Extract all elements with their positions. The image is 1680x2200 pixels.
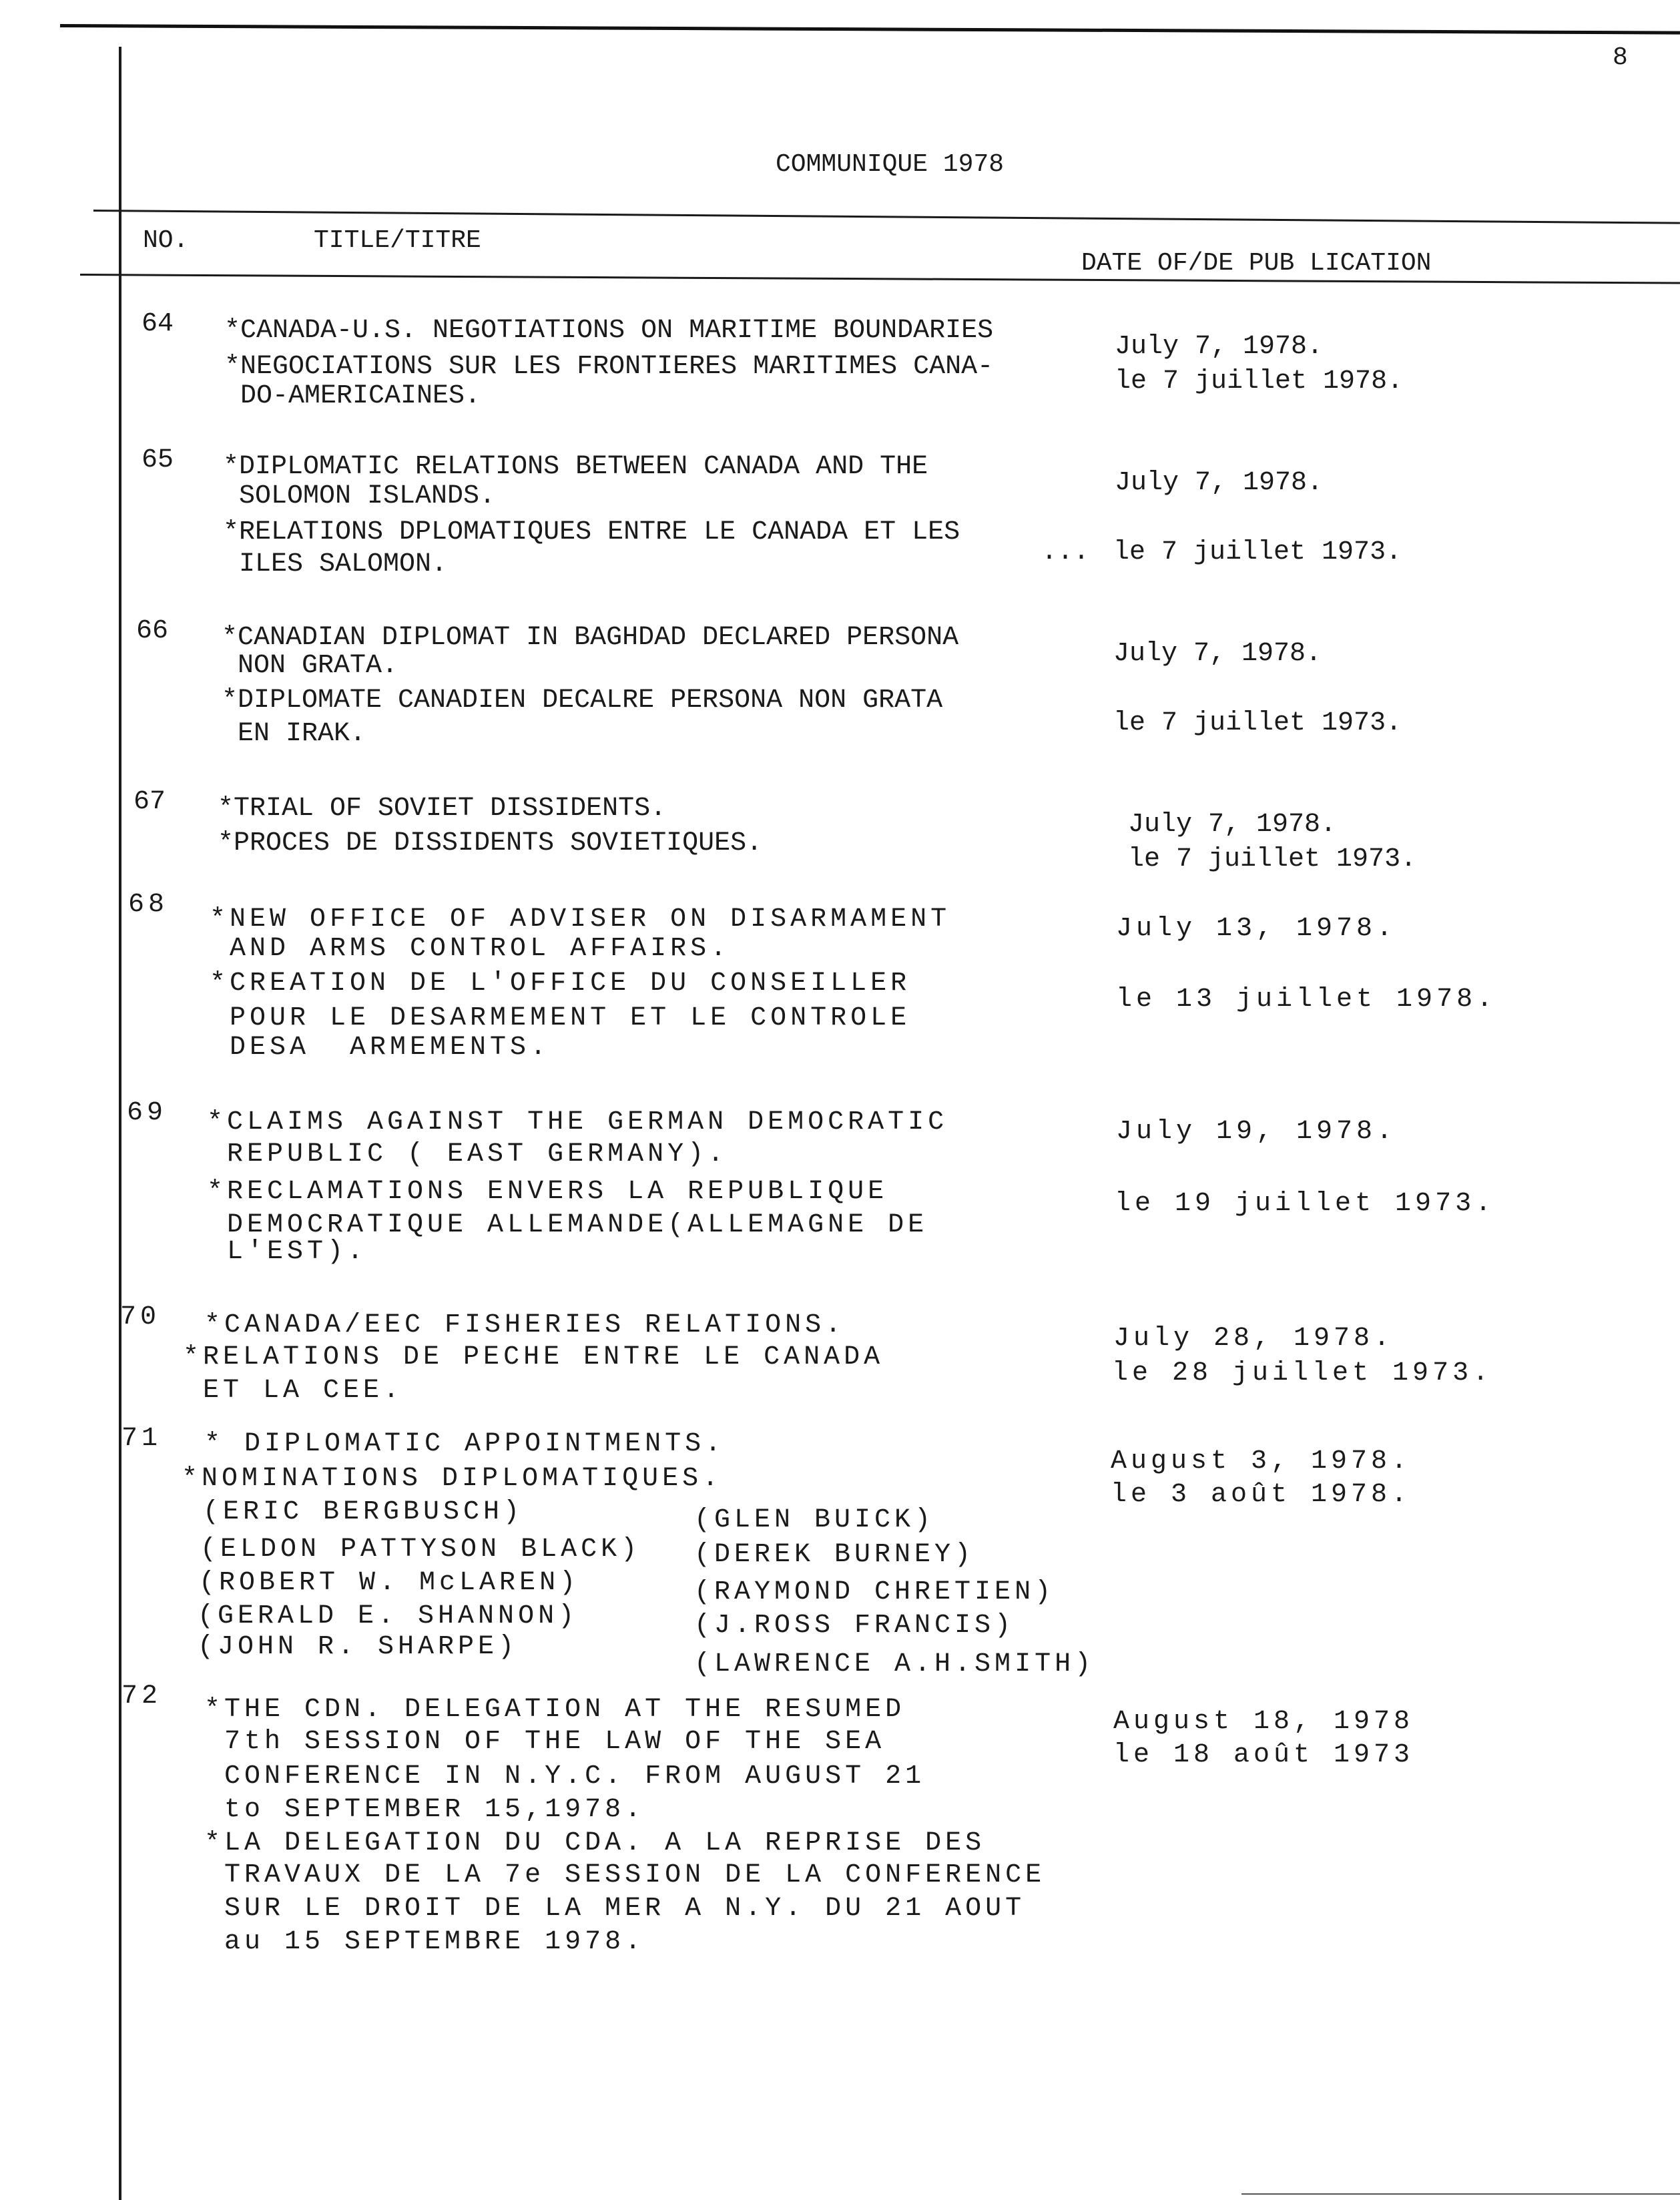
entry-title-line: 7th SESSION OF THE LAW OF THE SEA (204, 1727, 886, 1757)
entry-date-en: July 7, 1978. (1128, 810, 1337, 840)
entry-title-line: REPUBLIC ( EAST GERMANY). (207, 1139, 728, 1169)
entry-title-line: *PROCES DE DISSIDENTS SOVIETIQUES. (218, 828, 763, 858)
entry-title-line: DEMOCRATIQUE ALLEMANDE(ALLEMAGNE DE (207, 1210, 928, 1240)
entry-date-en: July 7, 1978. (1115, 468, 1324, 498)
entry-title-line: NON GRATA. (222, 651, 398, 681)
entry-title-line: *CANADA-U.S. NEGOTIATIONS ON MARITIME BOUNDARIES (224, 316, 994, 346)
page-number: 8 (1613, 43, 1628, 72)
bottom-right-rule (1241, 2193, 1680, 2195)
appointee-name: (RAYMOND CHRETIEN) (694, 1577, 1055, 1607)
appointee-name: (J.ROSS FRANCIS) (694, 1611, 1015, 1641)
entry-date-en: July 7, 1978. (1115, 332, 1324, 362)
left-margin-line (119, 47, 121, 2200)
entry-title-line: *RELATIONS DE PECHE ENTRE LE CANADA (183, 1342, 884, 1372)
entry-date-fr: le 19 juillet 1973. (1115, 1189, 1496, 1219)
entry-title-line: TRAVAUX DE LA 7e SESSION DE LA CONFERENCE (204, 1860, 1046, 1890)
entry-title-line: * DIPLOMATIC APPOINTMENTS. (204, 1429, 726, 1459)
entry-number: 65 (142, 445, 174, 475)
entry-title-line: DO-AMERICAINES. (224, 381, 481, 411)
entry-date-fr: le 18 août 1973 (1113, 1740, 1414, 1770)
entry-date-fr: le 3 août 1978. (1111, 1480, 1412, 1510)
appointee-name: (ROBERT W. McLAREN) (199, 1568, 580, 1598)
entry-title-line: ILES SALOMON. (223, 549, 448, 579)
entry-title-line: *RELATIONS DPLOMATIQUES ENTRE LE CANADA ET LES (223, 517, 960, 547)
entry-date-fr: le 13 juillet 1978. (1116, 985, 1497, 1015)
column-header-date: DATE OF/DE PUB LICATION (1081, 249, 1432, 278)
entry-title-line: *CANADIAN DIPLOMAT IN BAGHDAD DECLARED PERSONA (222, 623, 959, 653)
entry-title-line: to SEPTEMBER 15,1978. (204, 1795, 645, 1825)
entry-date-en: August 18, 1978 (1113, 1707, 1414, 1737)
entry-date-en: July 13, 1978. (1116, 914, 1397, 944)
entry-date-fr: le 7 juillet 1973. (1113, 537, 1402, 567)
entry-title-line: *RECLAMATIONS ENVERS LA REPUBLIQUE (207, 1177, 888, 1207)
entry-title-line: *NEW OFFICE OF ADVISER ON DISARMAMENT (210, 904, 951, 934)
entry-title-line: EN IRAK. (222, 719, 366, 749)
appointee-name: (LAWRENCE A.H.SMITH) (694, 1649, 1095, 1679)
entry-title-line: *THE CDN. DELEGATION AT THE RESUMED (204, 1695, 906, 1725)
entry-date-fr: le 7 juillet 1973. (1128, 844, 1417, 874)
column-header-title: TITLE/TITRE (314, 226, 481, 255)
entry-date-fr: le 7 juillet 1978. (1115, 366, 1404, 396)
entry-title-line: *CLAIMS AGAINST THE GERMAN DEMOCRATIC (207, 1107, 948, 1137)
entry-title-line: CONFERENCE IN N.Y.C. FROM AUGUST 21 (204, 1761, 926, 1792)
entry-number: 68 (128, 890, 169, 920)
entry-number: 64 (142, 309, 174, 339)
entry-title-line: *DIPLOMATE CANADIEN DECALRE PERSONA NON GRATA (222, 685, 943, 716)
entry-date-en: August 3, 1978. (1111, 1446, 1412, 1476)
entry-date-en: July 28, 1978. (1113, 1324, 1394, 1354)
entry-title-line: *NEGOCIATIONS SUR LES FRONTIERES MARITIMES CANA- (224, 352, 994, 382)
entry-title-line: SUR LE DROIT DE LA MER A N.Y. DU 21 AOUT (204, 1894, 1026, 1924)
entry-title-line: *NOMINATIONS DIPLOMATIQUES. (182, 1464, 723, 1494)
appointee-name: (ERIC BERGBUSCH) (203, 1497, 524, 1527)
entry-date-fr: le 28 juillet 1973. (1112, 1358, 1493, 1388)
entry-number: 66 (136, 616, 169, 646)
entry-number: 72 (121, 1681, 162, 1711)
appointee-name: (ELDON PATTYSON BLACK) (200, 1535, 641, 1565)
appointee-name: (GLEN BUICK) (694, 1505, 935, 1535)
entry-title-line: *TRIAL OF SOVIET DISSIDENTS. (218, 794, 667, 824)
entry-title-line: L'EST). (207, 1237, 368, 1267)
dot-leader: ... (1041, 537, 1090, 567)
appointee-name: (DEREK BURNEY) (694, 1540, 975, 1570)
entry-title-line: SOLOMON ISLANDS. (223, 481, 496, 511)
appointee-name: (JOHN R. SHARPE) (198, 1632, 519, 1662)
entry-title-line: au 15 SEPTEMBRE 1978. (204, 1927, 645, 1957)
entry-date-en: July 7, 1978. (1113, 639, 1322, 669)
appointee-name: (GERALD E. SHANNON) (198, 1601, 579, 1631)
entry-title-line: DESA ARMEMENTS. (210, 1033, 551, 1063)
column-header-no: NO. (143, 226, 189, 255)
entry-title-line: *DIPLOMATIC RELATIONS BETWEEN CANADA AND THE (223, 452, 928, 482)
entry-date-en: July 19, 1978. (1116, 1117, 1397, 1147)
entry-title-line: AND ARMS CONTROL AFFAIRS. (210, 934, 731, 964)
entry-title-line: *LA DELEGATION DU CDA. A LA REPRISE DES (204, 1828, 986, 1858)
entry-number: 67 (133, 787, 166, 817)
top-border-line (60, 24, 1680, 35)
header-bottom-rule (80, 274, 1680, 284)
entry-number: 69 (127, 1098, 168, 1128)
entry-title-line: *CANADA/EEC FISHERIES RELATIONS. (204, 1310, 846, 1340)
entry-title-line: POUR LE DESARMEMENT ET LE CONTROLE (210, 1003, 911, 1033)
entry-number: 71 (121, 1424, 162, 1454)
entry-title-line: *CREATION DE L'OFFICE DU CONSEILLER (210, 969, 911, 999)
document-title: COMMUNIQUE 1978 (776, 150, 1005, 179)
entry-number: 70 (120, 1302, 161, 1332)
header-top-rule (93, 210, 1680, 224)
entry-title-line: ET LA CEE. (183, 1376, 404, 1406)
entry-date-fr: le 7 juillet 1973. (1113, 708, 1402, 738)
